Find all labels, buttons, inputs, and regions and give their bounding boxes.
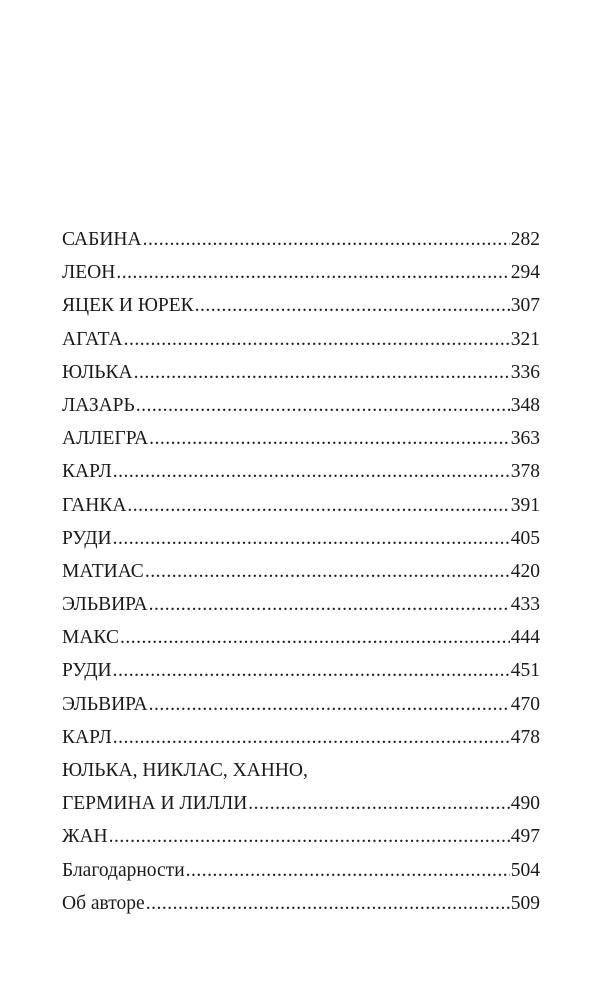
toc-entry bbox=[62, 522, 540, 555]
toc-entry-title: ГАНКА bbox=[62, 494, 127, 516]
dot-leader bbox=[248, 787, 509, 820]
toc-entry-title: ЮЛЬКА bbox=[62, 361, 133, 383]
toc-entry bbox=[62, 356, 540, 389]
toc-entry-title: ГЕРМИНА И ЛИЛЛИ bbox=[62, 793, 248, 815]
dot-leader bbox=[113, 522, 510, 555]
toc-entry bbox=[62, 721, 540, 754]
toc-entry-title: ЯЦЕК И ЮРЕК bbox=[62, 295, 194, 317]
dot-leader bbox=[149, 588, 510, 621]
toc-entry-title: МАКС bbox=[62, 627, 119, 649]
dot-leader bbox=[113, 455, 510, 488]
toc-entry bbox=[62, 389, 540, 422]
dot-leader bbox=[195, 289, 510, 322]
toc-entry-title: РУДИ bbox=[62, 660, 112, 682]
toc-entry-page-number: 433 bbox=[510, 594, 540, 616]
toc-entry-page-number: 470 bbox=[510, 693, 540, 715]
toc-entry-page-number: 363 bbox=[510, 428, 540, 450]
toc-entry-page-number: 478 bbox=[510, 726, 540, 748]
toc-entry bbox=[62, 555, 540, 588]
toc-entry bbox=[62, 489, 540, 522]
toc-entry-title: ЛЕОН bbox=[62, 262, 116, 284]
dot-leader bbox=[134, 356, 510, 389]
toc-entry-page-number: 336 bbox=[510, 361, 540, 383]
toc-entry-page-number: 321 bbox=[510, 328, 540, 350]
dot-leader bbox=[109, 820, 510, 853]
dot-leader bbox=[149, 422, 510, 455]
toc-entry bbox=[62, 223, 540, 256]
toc-entry-page-number: 490 bbox=[510, 793, 540, 815]
toc-entry bbox=[62, 289, 540, 322]
dot-leader bbox=[113, 721, 510, 754]
toc-entry-title: ЭЛЬВИРА bbox=[62, 594, 148, 616]
toc-entry bbox=[62, 422, 540, 455]
toc-entry-page-number: 378 bbox=[510, 461, 540, 483]
toc-entry bbox=[62, 323, 540, 356]
toc-entry-title: АГАТА bbox=[62, 328, 123, 350]
dot-leader bbox=[116, 256, 509, 289]
dot-leader bbox=[145, 555, 510, 588]
dot-leader bbox=[136, 389, 510, 422]
toc-entry-page-number: 405 bbox=[510, 527, 540, 549]
dot-leader bbox=[186, 854, 510, 887]
toc-entry-page-number: 307 bbox=[510, 295, 540, 317]
toc-entry bbox=[62, 455, 540, 488]
toc-entry-page-number: 282 bbox=[510, 229, 540, 250]
toc-entry-page-number: 451 bbox=[510, 660, 540, 682]
toc-entry-title: ЖАН bbox=[62, 826, 108, 848]
toc-entry-page-number: 391 bbox=[510, 494, 540, 516]
toc-entry bbox=[62, 588, 540, 621]
toc-entry bbox=[62, 621, 540, 654]
dot-leader bbox=[113, 654, 510, 687]
toc-entry-page-number: 420 bbox=[510, 560, 540, 582]
toc-entry bbox=[62, 256, 540, 289]
dot-leader bbox=[143, 223, 510, 256]
toc-entry bbox=[62, 854, 540, 887]
toc-entry-page-number: 444 bbox=[510, 627, 540, 649]
dot-leader bbox=[120, 621, 510, 654]
toc-entry bbox=[62, 754, 540, 787]
toc-entry-title: Благодарности bbox=[62, 859, 185, 881]
toc-entry bbox=[62, 787, 540, 820]
toc-entry-title: ЮЛЬКА, НИКЛАС, ХАННО, bbox=[62, 760, 308, 781]
dot-leader bbox=[127, 489, 509, 522]
toc-entry bbox=[62, 654, 540, 687]
table-of-contents bbox=[62, 223, 540, 920]
toc-entry-title: КАРЛ bbox=[62, 461, 112, 483]
toc-entry-title: РУДИ bbox=[62, 527, 112, 549]
dot-leader bbox=[124, 323, 510, 356]
toc-entry-title: ЛАЗАРЬ bbox=[62, 394, 135, 416]
toc-entry-title: МАТИАС bbox=[62, 560, 144, 582]
toc-entry-page-number: 497 bbox=[510, 826, 540, 848]
toc-entry-page-number: 509 bbox=[510, 892, 540, 914]
toc-entry-title: АЛЛЕГРА bbox=[62, 428, 149, 450]
toc-entry-page-number: 348 bbox=[510, 394, 540, 416]
toc-entry bbox=[62, 820, 540, 853]
toc-entry-title: Об авторе bbox=[62, 892, 145, 914]
toc-entry-title: САБИНА bbox=[62, 229, 142, 250]
toc-entry bbox=[62, 887, 540, 920]
toc-entry-title: КАРЛ bbox=[62, 726, 112, 748]
toc-entry bbox=[62, 688, 540, 721]
toc-entry-page-number: 504 bbox=[510, 859, 540, 881]
toc-entry-title: ЭЛЬВИРА bbox=[62, 693, 148, 715]
dot-leader bbox=[146, 887, 510, 920]
dot-leader bbox=[149, 688, 510, 721]
toc-entry-page-number: 294 bbox=[510, 262, 540, 284]
